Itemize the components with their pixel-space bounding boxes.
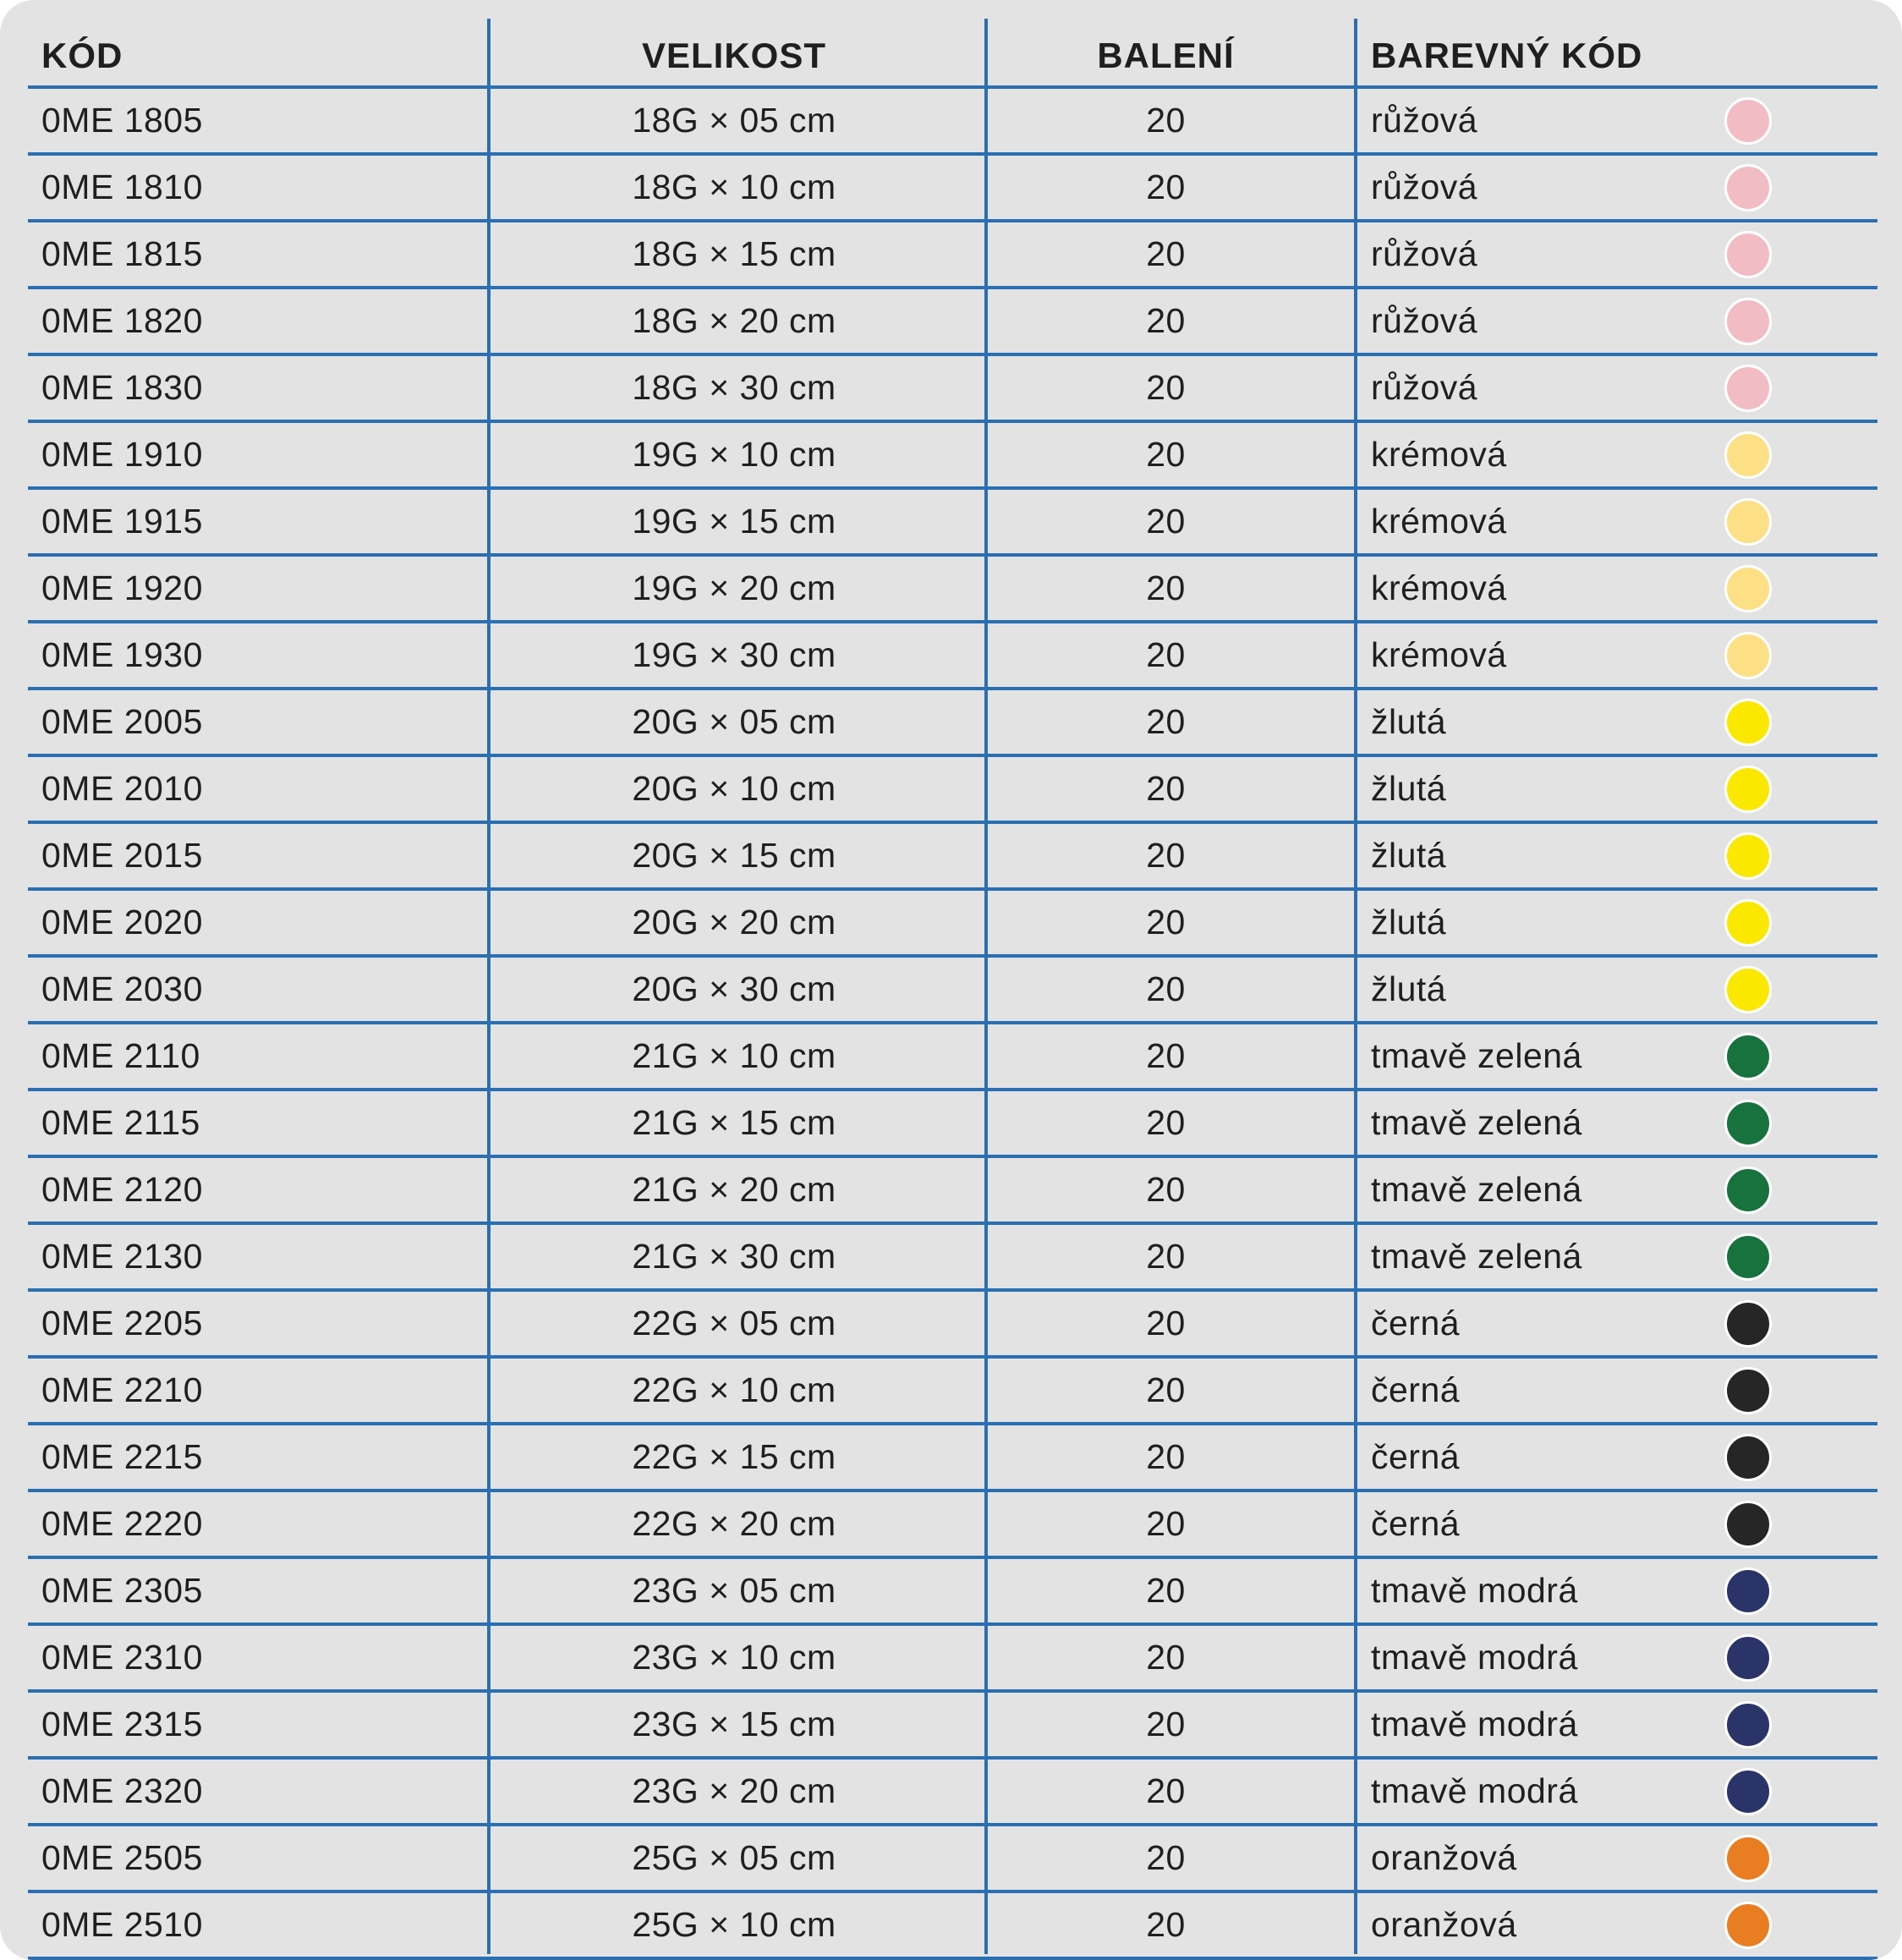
product-size: 21G × 15 cm — [632, 1103, 836, 1142]
color-name: krémová — [1371, 435, 1507, 474]
table-row — [28, 891, 1877, 958]
product-size: 25G × 05 cm — [632, 1838, 836, 1877]
color-swatch — [1724, 1501, 1772, 1548]
product-size: 23G × 20 cm — [632, 1771, 836, 1810]
table-row — [28, 1559, 1877, 1626]
package-count: 20 — [1146, 1638, 1186, 1677]
color-name: růžová — [1371, 368, 1478, 407]
product-code: 0ME 1815 — [41, 234, 203, 273]
package-count: 20 — [1146, 702, 1186, 741]
package-count: 20 — [1146, 1838, 1186, 1877]
header-pack: BALENÍ — [1097, 35, 1235, 75]
column-divider — [984, 19, 988, 1954]
table-row — [28, 356, 1877, 423]
table-row — [28, 557, 1877, 623]
color-name: krémová — [1371, 502, 1507, 541]
package-count: 20 — [1146, 234, 1186, 273]
color-swatch — [1724, 1835, 1772, 1882]
package-count: 20 — [1146, 167, 1186, 206]
product-size: 19G × 30 cm — [632, 635, 836, 674]
color-name: růžová — [1371, 167, 1478, 206]
header-size: VELIKOST — [641, 35, 827, 75]
color-name: černá — [1371, 1504, 1461, 1543]
color-name: oranžová — [1371, 1838, 1517, 1877]
color-name: žlutá — [1371, 969, 1447, 1008]
table-row — [28, 222, 1877, 289]
color-name: tmavě modrá — [1371, 1571, 1578, 1610]
package-count: 20 — [1146, 1905, 1186, 1944]
color-swatch — [1724, 1902, 1772, 1949]
table-row — [28, 1492, 1877, 1559]
color-name: tmavě modrá — [1371, 1638, 1578, 1677]
color-swatch — [1724, 431, 1772, 479]
color-swatch — [1724, 1701, 1772, 1749]
color-swatch — [1724, 766, 1772, 813]
package-count: 20 — [1146, 1237, 1186, 1276]
product-size: 21G × 20 cm — [632, 1170, 836, 1209]
color-swatch — [1724, 1434, 1772, 1481]
table-row — [28, 89, 1877, 156]
product-size: 21G × 30 cm — [632, 1237, 836, 1276]
product-code: 0ME 1920 — [41, 568, 203, 607]
color-name: růžová — [1371, 101, 1478, 140]
product-code: 0ME 1820 — [41, 301, 203, 340]
color-name: žlutá — [1371, 769, 1447, 808]
package-count: 20 — [1146, 1370, 1186, 1409]
product-code: 0ME 1805 — [41, 101, 203, 140]
color-name: krémová — [1371, 568, 1507, 607]
product-code: 0ME 2205 — [41, 1304, 203, 1342]
package-count: 20 — [1146, 1437, 1186, 1476]
color-swatch — [1724, 1300, 1772, 1348]
color-name: tmavě zelená — [1371, 1170, 1582, 1209]
color-swatch — [1724, 966, 1772, 1013]
color-name: tmavě zelená — [1371, 1103, 1582, 1142]
package-count: 20 — [1146, 1771, 1186, 1810]
product-size: 19G × 20 cm — [632, 568, 836, 607]
color-name: černá — [1371, 1370, 1461, 1409]
color-swatch — [1724, 498, 1772, 546]
package-count: 20 — [1146, 769, 1186, 808]
package-count: 20 — [1146, 1170, 1186, 1209]
table-row — [28, 289, 1877, 356]
package-count: 20 — [1146, 635, 1186, 674]
color-swatch — [1724, 231, 1772, 278]
color-name: krémová — [1371, 635, 1507, 674]
header-color-code: BAREVNÝ KÓD — [1371, 35, 1643, 75]
table-row — [28, 757, 1877, 824]
package-count: 20 — [1146, 1304, 1186, 1342]
color-swatch — [1724, 899, 1772, 947]
product-code: 0ME 2505 — [41, 1838, 203, 1877]
product-size: 20G × 20 cm — [632, 903, 836, 942]
product-size: 20G × 05 cm — [632, 702, 836, 741]
package-count: 20 — [1146, 368, 1186, 407]
table-row — [28, 1826, 1877, 1893]
package-count: 20 — [1146, 301, 1186, 340]
table-row — [28, 1893, 1877, 1960]
color-name: tmavě modrá — [1371, 1705, 1578, 1743]
table-row — [28, 958, 1877, 1024]
color-swatch — [1724, 164, 1772, 211]
product-size: 23G × 05 cm — [632, 1571, 836, 1610]
product-code: 0ME 2030 — [41, 969, 203, 1008]
package-count: 20 — [1146, 1103, 1186, 1142]
color-swatch — [1724, 1167, 1772, 1214]
color-name: růžová — [1371, 301, 1478, 340]
product-size: 18G × 05 cm — [632, 101, 836, 140]
product-code: 0ME 2110 — [41, 1036, 200, 1075]
color-name: černá — [1371, 1437, 1461, 1476]
package-count: 20 — [1146, 903, 1186, 942]
package-count: 20 — [1146, 435, 1186, 474]
table-row — [28, 824, 1877, 891]
color-name: tmavě zelená — [1371, 1237, 1582, 1276]
color-name: tmavě modrá — [1371, 1771, 1578, 1810]
table-row — [28, 1359, 1877, 1425]
color-swatch — [1724, 298, 1772, 345]
color-swatch — [1724, 1567, 1772, 1615]
product-size: 18G × 15 cm — [632, 234, 836, 273]
package-count: 20 — [1146, 502, 1186, 541]
table-row — [28, 1693, 1877, 1760]
product-size: 20G × 30 cm — [632, 969, 836, 1008]
color-name: žlutá — [1371, 702, 1447, 741]
product-code: 0ME 1810 — [41, 167, 203, 206]
product-size: 22G × 05 cm — [632, 1304, 836, 1342]
product-code: 0ME 2115 — [41, 1103, 200, 1142]
product-size: 22G × 10 cm — [632, 1370, 836, 1409]
color-name: žlutá — [1371, 903, 1447, 942]
table-row — [28, 423, 1877, 490]
product-size: 23G × 10 cm — [632, 1638, 836, 1677]
product-code: 0ME 2120 — [41, 1170, 203, 1209]
product-size: 20G × 10 cm — [632, 769, 836, 808]
product-code: 0ME 2015 — [41, 836, 203, 875]
header-code: KÓD — [41, 35, 123, 75]
color-swatch — [1724, 699, 1772, 746]
color-swatch — [1724, 832, 1772, 880]
table-row — [28, 490, 1877, 557]
package-count: 20 — [1146, 836, 1186, 875]
color-name: tmavě zelená — [1371, 1036, 1582, 1075]
table-row — [28, 690, 1877, 757]
color-swatch — [1724, 365, 1772, 412]
product-code: 0ME 2210 — [41, 1370, 203, 1409]
product-size: 18G × 20 cm — [632, 301, 836, 340]
package-count: 20 — [1146, 1705, 1186, 1743]
product-size: 25G × 10 cm — [632, 1905, 836, 1944]
table-row — [28, 1225, 1877, 1292]
table-row — [28, 1626, 1877, 1693]
product-size: 23G × 15 cm — [632, 1705, 836, 1743]
table-row — [28, 623, 1877, 690]
product-code: 0ME 2305 — [41, 1571, 203, 1610]
table-row — [28, 1024, 1877, 1091]
color-swatch — [1724, 1233, 1772, 1281]
package-count: 20 — [1146, 969, 1186, 1008]
color-swatch — [1724, 1033, 1772, 1080]
table-row — [28, 1760, 1877, 1826]
color-name: černá — [1371, 1304, 1461, 1342]
product-code: 0ME 1830 — [41, 368, 203, 407]
product-code: 0ME 2220 — [41, 1504, 203, 1543]
product-code: 0ME 1910 — [41, 435, 203, 474]
product-code: 0ME 2510 — [41, 1905, 203, 1944]
product-size: 19G × 10 cm — [632, 435, 836, 474]
package-count: 20 — [1146, 1571, 1186, 1610]
color-swatch — [1724, 1100, 1772, 1147]
column-divider — [1354, 19, 1357, 1954]
package-count: 20 — [1146, 1504, 1186, 1543]
package-count: 20 — [1146, 101, 1186, 140]
product-code: 0ME 2320 — [41, 1771, 203, 1810]
color-name: žlutá — [1371, 836, 1447, 875]
package-count: 20 — [1146, 568, 1186, 607]
product-code: 0ME 2310 — [41, 1638, 203, 1677]
table-row — [28, 156, 1877, 222]
column-divider — [487, 19, 491, 1954]
color-swatch — [1724, 565, 1772, 612]
product-code: 0ME 1915 — [41, 502, 203, 541]
product-size: 19G × 15 cm — [632, 502, 836, 541]
product-code: 0ME 2020 — [41, 903, 203, 942]
product-code: 0ME 2005 — [41, 702, 203, 741]
product-size: 22G × 15 cm — [632, 1437, 836, 1476]
table-header-row — [28, 19, 1877, 89]
table-row — [28, 1292, 1877, 1359]
color-swatch — [1724, 1768, 1772, 1815]
color-swatch — [1724, 632, 1772, 679]
product-size: 21G × 10 cm — [632, 1036, 836, 1075]
table-row — [28, 1425, 1877, 1492]
color-name: oranžová — [1371, 1905, 1517, 1944]
color-swatch — [1724, 1634, 1772, 1682]
product-code: 0ME 2215 — [41, 1437, 203, 1476]
product-size: 18G × 30 cm — [632, 368, 836, 407]
product-size: 22G × 20 cm — [632, 1504, 836, 1543]
package-count: 20 — [1146, 1036, 1186, 1075]
color-swatch — [1724, 1367, 1772, 1414]
product-code: 0ME 1930 — [41, 635, 203, 674]
product-code: 0ME 2130 — [41, 1237, 203, 1276]
product-size: 20G × 15 cm — [632, 836, 836, 875]
color-swatch — [1724, 97, 1772, 145]
product-code: 0ME 2315 — [41, 1705, 203, 1743]
color-name: růžová — [1371, 234, 1478, 273]
table-row — [28, 1158, 1877, 1225]
table-row — [28, 1091, 1877, 1158]
product-code: 0ME 2010 — [41, 769, 203, 808]
product-table — [28, 19, 1877, 1954]
product-size: 18G × 10 cm — [632, 167, 836, 206]
